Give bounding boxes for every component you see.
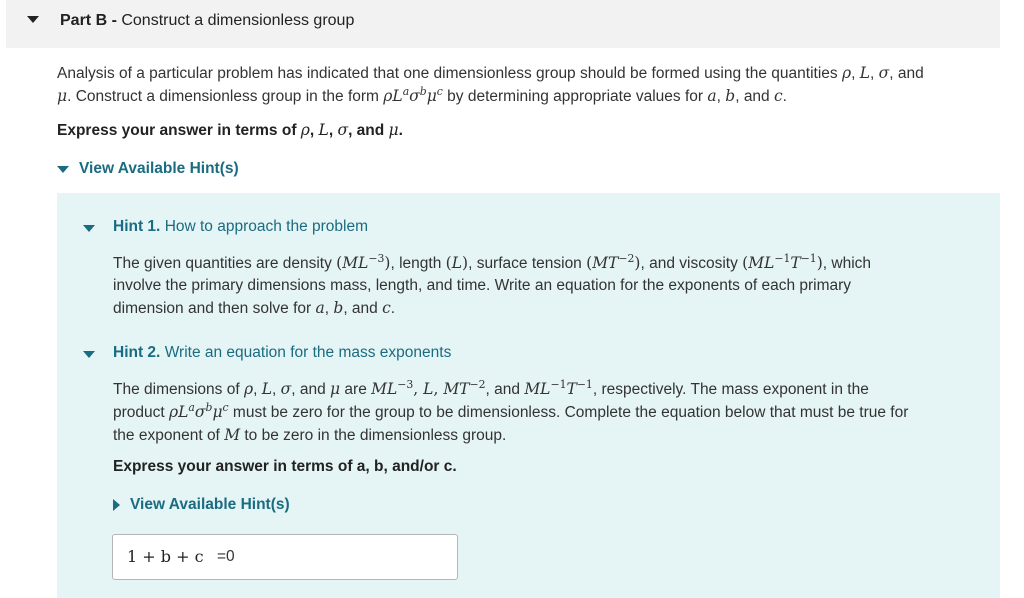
answer-suffix: =0 [217, 548, 235, 565]
answer-expression: 1 + b + c [127, 547, 204, 566]
hint1-text-3: surface tension [476, 255, 582, 272]
hint2-title: Write an equation for the mass exponents [164, 344, 452, 361]
answer-input[interactable] [112, 534, 458, 580]
hint1-header[interactable] [113, 218, 368, 236]
part-separator: - [107, 12, 122, 29]
hint2-line-3-prefix: the exponent of [113, 427, 220, 444]
hint2-line-2-suffix: must be zero for the group to be dimensionless. Complete the equation below that must be true for [232, 404, 909, 421]
hint1-title: How to approach the problem [164, 218, 369, 235]
hint2-header[interactable] [113, 344, 451, 362]
sub-hints-label: View Available Hint(s) [130, 496, 290, 513]
problem-line2: Construct a dimensionless group in the form [75, 88, 379, 105]
hint2-line-3-suffix: to be zero in the dimensionless group. [244, 427, 507, 444]
hint1-body: The given quantities are density $(ML^{-3})$, length (L), surface tension $(MT^{-2})$, and viscosity $(ML^{-1}T^{-1})$, which involve the primary dimensions mass, length, and time. Write an equation for the exponents of each primary dimension and then solve for a, b, and c. [113, 252, 872, 317]
hint2-text-3: respectively. The mass exponent in the [601, 381, 869, 398]
hint2-body: The dimensions of ρ, L, σ, and μ are $ML^{-3}$, L, $MT^{-2}$, and $ML^{-1}T^{-1}$, respectively. The mass exponent in the product $\rho L^a\sigma^b\mu^c$ must be zero for the group to be dimensionless. Complete the equation below that must be true for the exponent of M to be zero in the dimensionless group. [113, 378, 909, 444]
hint2-text-1: The dimensions of [113, 381, 240, 398]
hint2-caret-icon[interactable] [83, 351, 95, 358]
view-hints-label: View Available Hint(s) [79, 160, 239, 177]
problem-line2-end: by determining appropriate values for [447, 88, 704, 105]
hint1-text-4: and viscosity [649, 255, 738, 272]
part-header[interactable] [6, 0, 1000, 48]
hint2-text-2: are [344, 381, 367, 398]
hint2-instruction: Express your answer in terms of a, b, and/or c. [113, 458, 457, 475]
part-title-text: Construct a dimensionless group [121, 12, 355, 29]
part-label: Part B [60, 12, 108, 29]
problem-intro: Analysis of a particular problem has indicated that one dimensionless group should be formed using the quantities [57, 65, 838, 82]
hint1-caret-icon[interactable] [83, 225, 95, 232]
collapse-caret-icon[interactable] [27, 16, 39, 23]
hint1-line-3: dimension and then solve for [113, 300, 312, 317]
hint1-text-1: The given quantities are density [113, 255, 332, 272]
part-title [60, 12, 354, 30]
instruction-prefix: Express your answer in terms of [57, 122, 297, 139]
answer-instruction: Express your answer in terms of ρ, L, σ, and μ. [57, 121, 403, 139]
hint2-number: Hint 2. [113, 344, 161, 361]
problem-statement: Analysis of a particular problem has indicated that one dimensionless group should be formed using the quantities ρ, L, σ, and μ. Construct a dimensionless group in the form $\rho L^a\sigma^b\mu^c$ by determining appropriate values for a, b, and c. [57, 64, 924, 105]
sub-hints-toggle[interactable] [113, 496, 290, 514]
hint1-text-5: which [831, 255, 872, 272]
chevron-right-icon [113, 499, 120, 511]
hint1-number: Hint 1. [113, 218, 161, 235]
group-form: $\rho L^a\sigma^b\mu^c$ [383, 85, 443, 105]
view-hints-toggle[interactable] [57, 160, 239, 178]
hint1-line-2: involve the primary dimensions mass, length, and time. Write an equation for the exponents of each primary [113, 277, 852, 294]
chevron-down-icon [57, 166, 69, 173]
hint2-line-2-prefix: product [113, 404, 165, 421]
hint1-text-2: length [399, 255, 442, 272]
